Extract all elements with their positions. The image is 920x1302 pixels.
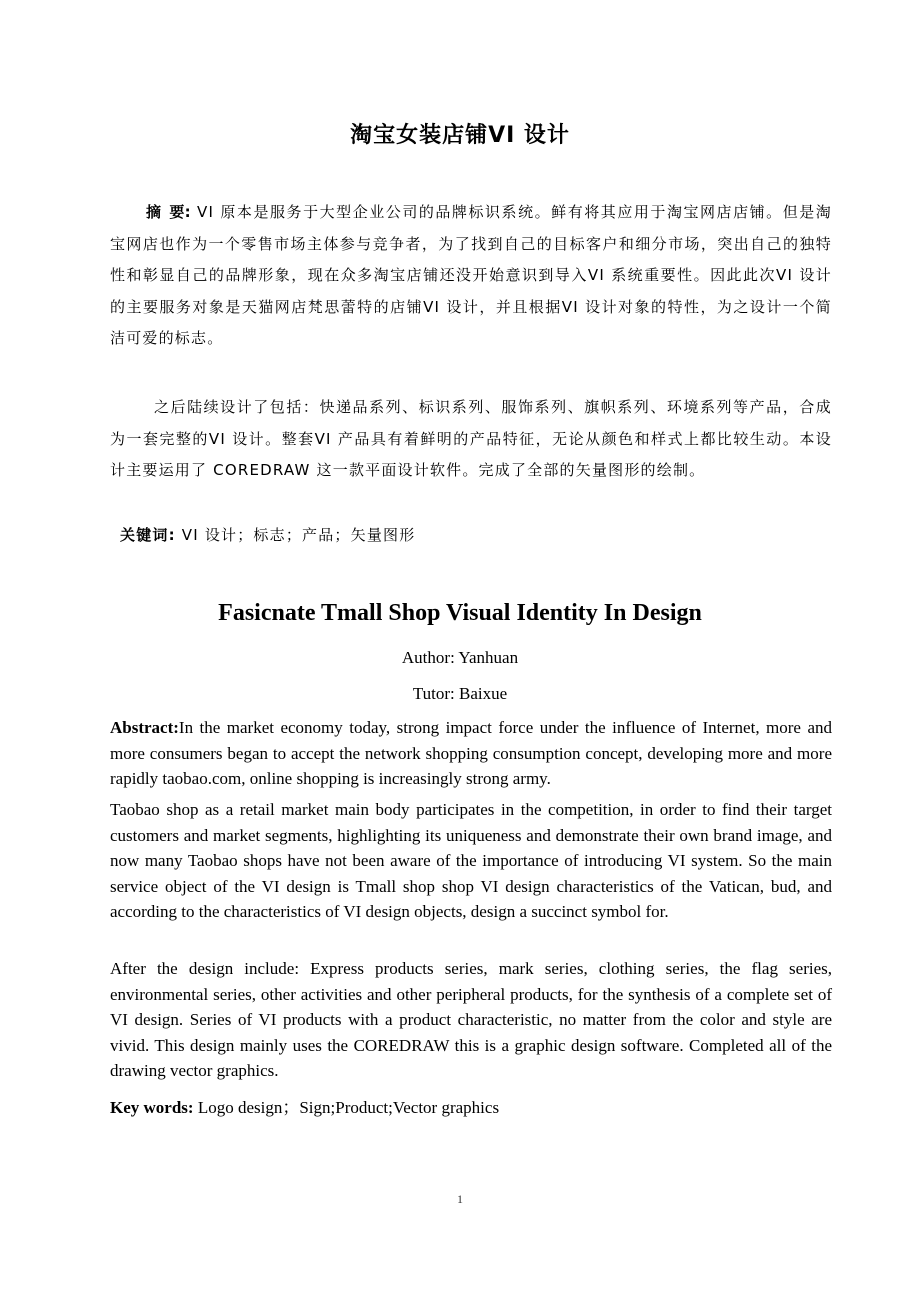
chinese-title: 淘宝女装店铺VI 设计 bbox=[350, 123, 570, 148]
english-abstract bbox=[110, 715, 832, 792]
english-author bbox=[0, 648, 920, 668]
chinese-abstract bbox=[110, 197, 832, 355]
english-keywords-text: Logo design；Sign;Product;Vector graphics bbox=[193, 1098, 500, 1117]
tutor-label: Tutor: bbox=[412, 684, 455, 703]
chinese-paragraph-2: 之后陆续设计了包括：快递品系列、标识系列、服饰系列、旗帜系列、环境系列等产品，合成为一套完整的VI 设计。整套VI 产品具有着鲜明的产品特征，无论从颜色和样式上都比较生动。本设计主要运用了 COREDRAW 这一款平面设计软件。完成了全部的矢量图形的绘制。 bbox=[110, 398, 832, 479]
english-keywords bbox=[110, 1093, 499, 1118]
page-number: 1 bbox=[457, 1192, 463, 1206]
author-name: Yanhuan bbox=[454, 648, 519, 667]
english-keywords-label: Key words: bbox=[110, 1098, 194, 1117]
chinese-keywords bbox=[120, 524, 415, 545]
tutor-name: Baixue bbox=[454, 684, 508, 703]
chinese-abstract-label: 摘 bbox=[146, 203, 170, 221]
english-abstract-text: In the market economy today, strong impact force under the influence of Internet, more and more consumers began to accept the network shopping consumption concept, developing more and more rapidly taobao.com, online shopping is increasingly strong army. bbox=[110, 718, 832, 788]
english-paragraph-2: Taobao shop as a retail market main body participates in the competition, in order to find their target customers and market segments, highlighting its uniqueness and demonstrate their own brand image, and now many Taobao shops have not been aware of the importance of introducing VI system. So the main service object of the VI design is Tmall shop shop VI design characteristics of the Vatican, bud, and according to the characteristics of VI design objects, design a succinct symbol for. bbox=[110, 800, 832, 921]
chinese-keywords-text: VI 设计；标志；产品；矢量图形 bbox=[181, 526, 416, 544]
chinese-abstract-text: VI 原本是服务于大型企业公司的品牌标识系统。鲜有将其应用于淘宝网店店铺。但是淘宝网店也作为一个零售市场主体参与竞争者，为了找到自己的目标客户和细分市场，突出自己的独特性和彰显自己的品牌形象，现在众多淘宝店铺还没开始意识到导入VI 系统重要性。因此此次VI 设计的主要服务对象是天猫网店梵思蕾特的店铺VI 设计，并且根据VI 设计对象的特性，为之设计一个简洁可爱的标志。 bbox=[110, 203, 832, 347]
english-paragraph-3: After the design include: Express products series, mark series, clothing series, the flag series, environmental series, other activities and other peripheral products, for the synthesis of a complete set of VI design. Series of VI products with a product characteristic, no matter from the color and style are vivid. This design mainly uses the COREDRAW this is a graphic design software. Completed all of the drawing vector graphics. bbox=[110, 959, 832, 1080]
author-label: Author: bbox=[401, 648, 455, 667]
chinese-keywords-label: 关键词: bbox=[120, 526, 176, 544]
english-abstract-label: Abstract: bbox=[110, 718, 179, 737]
english-title: Fasicnate Tmall Shop Visual Identity In Design bbox=[218, 600, 702, 626]
english-tutor bbox=[0, 684, 920, 704]
chinese-abstract-label-2: 要: bbox=[169, 203, 191, 221]
